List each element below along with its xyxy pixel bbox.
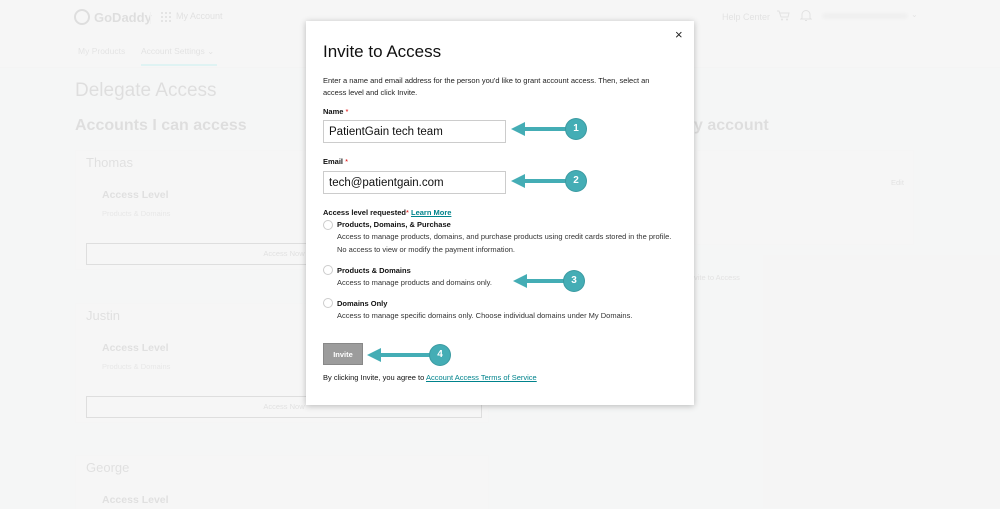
option-title[interactable]: Products, Domains, & Purchase	[337, 220, 451, 229]
modal-title: Invite to Access	[323, 42, 442, 61]
radio-products-domains[interactable]	[323, 265, 333, 275]
learn-more-link[interactable]: Learn More	[410, 208, 452, 217]
email-label	[323, 157, 348, 166]
step-badge: 4	[430, 345, 450, 365]
modal-description: Enter a name and email address for the person you'd like to grant account access. Then, select an access level and click Invite.	[323, 76, 650, 97]
option-title[interactable]: Products & Domains	[337, 266, 411, 275]
step-badge: 2	[566, 171, 586, 191]
option-description: Access to manage products and domains only.	[337, 278, 492, 287]
required-mark: *	[345, 157, 349, 166]
name-input[interactable]	[323, 120, 506, 143]
close-icon[interactable]: ×	[675, 27, 683, 42]
option-description: Access to manage products, domains, and purchase products using credit cards stored in the profile. No access to view or modify the payment information.	[337, 232, 672, 254]
invite-button[interactable]: Invite	[323, 343, 363, 365]
step-badge: 3	[564, 271, 584, 291]
access-level-label-text: Access level requested	[323, 208, 406, 217]
email-label-text: Email	[323, 157, 344, 166]
radio-products-domains-purchase[interactable]	[323, 220, 333, 230]
invite-to-access-modal	[306, 21, 694, 405]
terms-notice	[323, 373, 537, 382]
option-title[interactable]: Domains Only	[337, 299, 388, 308]
step-badge: 1	[566, 119, 586, 139]
radio-domains-only[interactable]	[323, 298, 333, 308]
name-label-text: Name	[323, 107, 344, 116]
required-mark: *	[405, 208, 409, 217]
terms-prefix: By clicking Invite, you agree to	[323, 373, 426, 382]
email-input[interactable]	[323, 171, 506, 194]
terms-of-service-link[interactable]: Account Access Terms of Service	[425, 373, 537, 382]
arrow-shaft	[379, 353, 437, 357]
option-description: Access to manage specific domains only. Choose individual domains under My Domains.	[337, 311, 633, 320]
access-level-label	[323, 208, 451, 217]
required-mark: *	[345, 107, 349, 116]
name-label	[323, 107, 348, 116]
